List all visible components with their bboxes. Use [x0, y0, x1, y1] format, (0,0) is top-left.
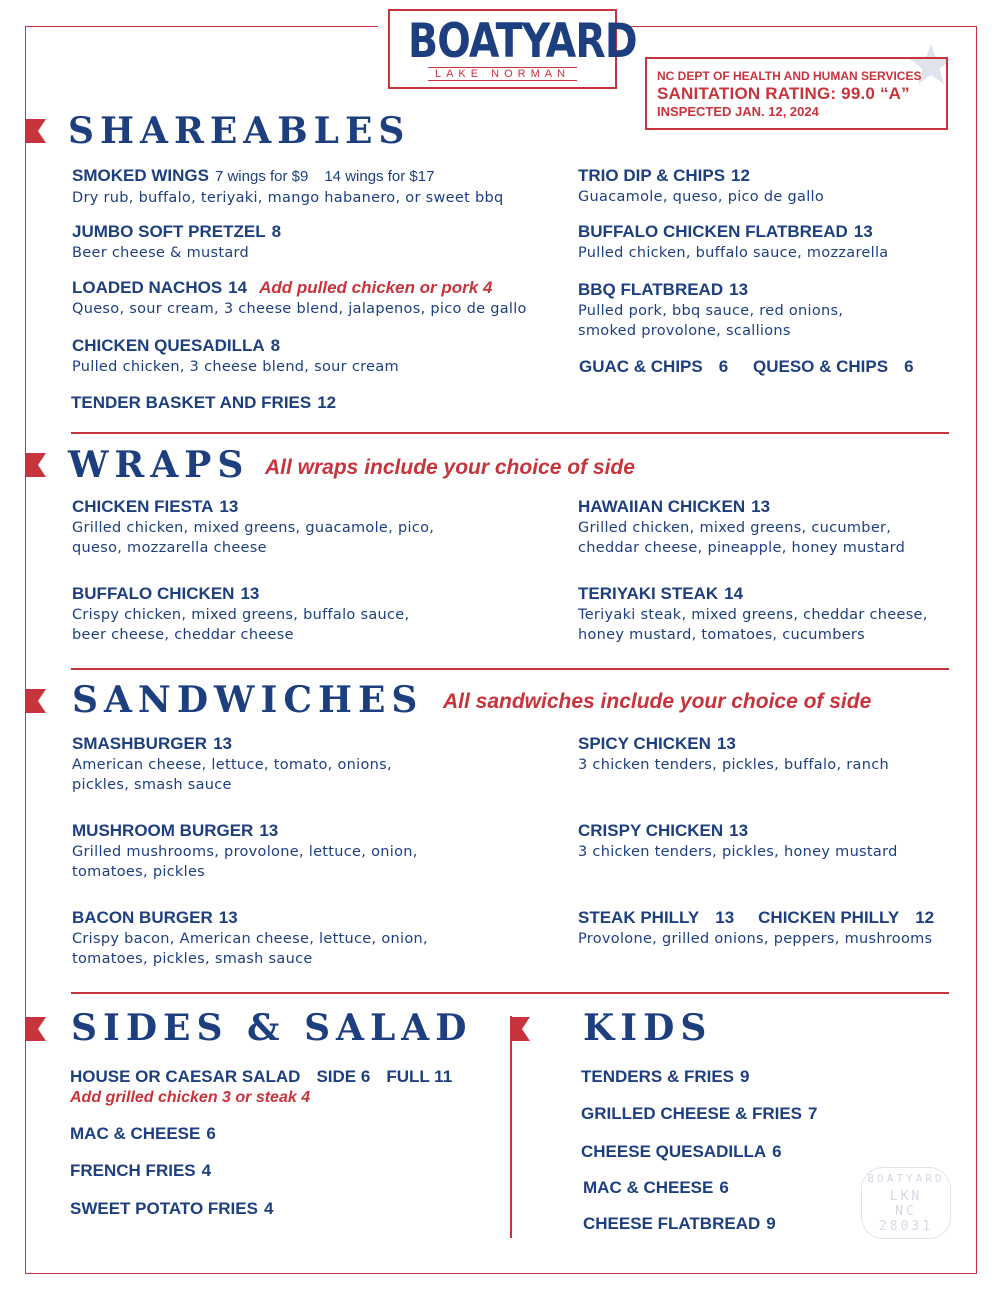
item-price: 13: [751, 497, 771, 516]
item-price: 6: [718, 357, 729, 376]
item-name: HAWAIIAN CHICKEN: [578, 497, 746, 516]
item-description: queso, mozzarella cheese: [72, 540, 267, 556]
section-divider: [71, 992, 949, 994]
menu-item-guac-chips: [579, 356, 728, 378]
item-price: 4: [201, 1161, 212, 1180]
item-price: 6: [904, 357, 914, 376]
menu-item-spicy-chicken: [578, 733, 889, 775]
item-price: 6: [719, 1178, 729, 1197]
item-price: 9: [740, 1067, 750, 1086]
item-name: SWEET POTATO FRIES: [70, 1199, 258, 1218]
menu-item-kids-grilled-cheese: [581, 1103, 818, 1125]
menu-item-buffalo-chicken-flatbread: [578, 221, 889, 263]
item-name: MUSHROOM BURGER: [72, 821, 254, 840]
item-price: 13: [729, 280, 749, 299]
item-price: 6: [206, 1124, 216, 1143]
menu-item-phillies: [578, 907, 934, 949]
item-name: TRIO DIP & CHIPS: [578, 166, 726, 185]
item-addon: Add pulled chicken or pork 4: [259, 278, 493, 297]
item-price: 9: [766, 1214, 776, 1233]
inspection-department: NC DEPT OF HEALTH AND HUMAN SERVICES: [657, 69, 922, 83]
sanitation-rating-box: [645, 57, 948, 130]
item-description: tomatoes, pickles, smash sauce: [72, 951, 313, 967]
menu-item-queso-chips: [753, 356, 914, 378]
section-divider: [71, 432, 949, 434]
item-description: Pulled pork, bbq sauce, red onions,: [578, 303, 844, 319]
item-price: 13: [729, 821, 749, 840]
item-name: STEAK PHILLY: [578, 908, 700, 927]
item-price: 12: [915, 908, 935, 927]
item-description: Grilled mushrooms, provolone, lettuce, onion,: [72, 844, 418, 860]
item-price: 12: [317, 393, 337, 412]
item-name: QUESO & CHIPS: [753, 357, 889, 376]
item-description: Guacamole, queso, pico de gallo: [578, 189, 825, 205]
item-description: pickles, smash sauce: [72, 777, 232, 793]
menu-item-french-fries: [70, 1160, 211, 1182]
menu-item-kids-mac-cheese: [583, 1177, 729, 1199]
item-name: HOUSE OR CAESAR SALAD: [70, 1067, 301, 1086]
menu-item-tender-basket: [71, 392, 336, 414]
menu-item-smashburger: [72, 733, 392, 795]
item-option: 14 wings for $17: [324, 168, 435, 185]
inspection-date: INSPECTED JAN. 12, 2024: [657, 104, 819, 119]
item-name: SMASHBURGER: [72, 734, 208, 753]
item-description: 3 chicken tenders, pickles, honey mustard: [578, 844, 898, 860]
item-name: TERIYAKI STEAK: [578, 584, 719, 603]
stamp-text: 28031: [878, 1219, 934, 1234]
item-description: Dry rub, buffalo, teriyaki, mango habanero, or sweet bbq: [72, 190, 504, 206]
item-description: 3 chicken tenders, pickles, buffalo, ranch: [578, 757, 889, 773]
menu-item-bbq-flatbread: [578, 279, 843, 341]
stamp-text: BOATYARD: [867, 1172, 945, 1185]
item-description: tomatoes, pickles: [72, 864, 206, 880]
item-name: CHICKEN FIESTA: [72, 497, 214, 516]
item-description: Grilled chicken, mixed greens, guacamole, pico,: [72, 520, 435, 536]
item-name: GRILLED CHEESE & FRIES: [581, 1104, 803, 1123]
menu-item-smoked-wings: [72, 165, 504, 208]
item-name: CHEESE FLATBREAD: [583, 1214, 761, 1233]
menu-item-kids-tenders: [581, 1066, 750, 1088]
item-name: CHICKEN PHILLY: [758, 908, 900, 927]
item-name: TENDERS & FRIES: [581, 1067, 735, 1086]
item-price: 6: [772, 1142, 782, 1161]
section-title-wraps: WRAPS: [68, 444, 250, 486]
menu-item-kids-quesadilla: [581, 1141, 782, 1163]
item-name: JUMBO SOFT PRETZEL: [72, 222, 266, 241]
menu-item-jumbo-soft-pretzel: [72, 221, 281, 263]
item-name: FRENCH FRIES: [70, 1161, 196, 1180]
item-description: Pulled chicken, 3 cheese blend, sour cream: [72, 359, 399, 375]
section-title-sides-salad: SIDES & SALAD: [71, 1007, 473, 1049]
item-price: 13: [240, 584, 260, 603]
section-note-sandwiches: All sandwiches include your choice of side: [443, 690, 872, 713]
menu-item-crispy-chicken: [578, 820, 898, 862]
menu-item-kids-flatbread: [583, 1213, 776, 1235]
item-description: Provolone, grilled onions, peppers, mushrooms: [578, 931, 933, 947]
stamp-text: NC: [895, 1204, 917, 1219]
item-price: 13: [715, 908, 735, 927]
menu-item-sweet-potato-fries: [70, 1198, 273, 1220]
section-title-shareables: SHAREABLES: [68, 110, 411, 152]
menu-item-buffalo-chicken-wrap: [72, 583, 409, 645]
menu-item-trio-dip: [578, 165, 824, 207]
item-name: BBQ FLATBREAD: [578, 280, 724, 299]
item-description: cheddar cheese, pineapple, honey mustard: [578, 540, 906, 556]
item-name: CHICKEN QUESADILLA: [72, 336, 265, 355]
item-description: beer cheese, cheddar cheese: [72, 627, 294, 643]
item-name: BUFFALO CHICKEN: [72, 584, 235, 603]
section-title-sandwiches: SANDWICHES: [72, 679, 424, 721]
item-price: 13: [218, 908, 238, 927]
item-description: smoked provolone, scallions: [578, 323, 791, 339]
item-name: MAC & CHEESE: [70, 1124, 201, 1143]
item-description: American cheese, lettuce, tomato, onions,: [72, 757, 392, 773]
item-price: 8: [270, 336, 281, 355]
item-price-side: SIDE 6: [316, 1067, 371, 1086]
item-price: 14: [228, 278, 248, 297]
item-name: MAC & CHEESE: [583, 1178, 714, 1197]
item-description: honey mustard, tomatoes, cucumbers: [578, 627, 866, 643]
section-title-kids: KIDS: [583, 1007, 713, 1049]
section-divider: [71, 668, 949, 670]
menu-item-chicken-quesadilla: [72, 335, 399, 377]
sanitation-rating: SANITATION RATING: 99.0 “A”: [657, 84, 910, 103]
boatyard-stamp: [861, 1167, 951, 1239]
stamp-text: LKN: [889, 1189, 923, 1204]
flag-pole: [510, 1016, 512, 1238]
item-description: Pulled chicken, buffalo sauce, mozzarella: [578, 245, 889, 261]
item-name: LOADED NACHOS: [72, 278, 223, 297]
item-price: 14: [724, 584, 744, 603]
item-description: Queso, sour cream, 3 cheese blend, jalapenos, pico de gallo: [72, 301, 527, 317]
menu-item-mushroom-burger: [72, 820, 418, 882]
item-price: 13: [716, 734, 736, 753]
item-name: BUFFALO CHICKEN FLATBREAD: [578, 222, 848, 241]
item-price: 8: [271, 222, 282, 241]
item-description: Grilled chicken, mixed greens, cucumber,: [578, 520, 892, 536]
item-price: 4: [263, 1199, 274, 1218]
item-name: GUAC & CHIPS: [579, 357, 703, 376]
item-description: Crispy chicken, mixed greens, buffalo sauce,: [72, 607, 410, 623]
item-price: 7: [808, 1104, 818, 1123]
item-name: CHEESE QUESADILLA: [581, 1142, 767, 1161]
item-price-full: FULL 11: [386, 1067, 453, 1086]
menu-item-teriyaki-steak: [578, 583, 928, 645]
menu-item-loaded-nachos: [72, 277, 527, 319]
menu-item-chicken-fiesta: [72, 496, 434, 558]
boatyard-logo: [388, 9, 637, 89]
item-description: Beer cheese & mustard: [72, 245, 250, 261]
item-description: Teriyaki steak, mixed greens, cheddar cheese,: [578, 607, 928, 623]
item-price: 12: [731, 166, 750, 185]
menu-item-bacon-burger: [72, 907, 428, 969]
menu-item-hawaiian-chicken: [578, 496, 905, 558]
item-name: TENDER BASKET AND FRIES: [71, 393, 312, 412]
item-name: CRISPY CHICKEN: [578, 821, 724, 840]
item-price: 13: [259, 821, 279, 840]
item-name: SMOKED WINGS: [72, 166, 209, 185]
item-price: 13: [219, 497, 239, 516]
item-option: 7 wings for $9: [214, 168, 309, 185]
item-addon: Add grilled chicken 3 or steak 4: [70, 1089, 311, 1106]
menu-item-mac-cheese-side: [70, 1123, 216, 1145]
logo-location: LAKE NORMAN: [428, 67, 577, 81]
item-name: SPICY CHICKEN: [578, 734, 711, 753]
item-price: 13: [213, 734, 232, 753]
logo-name: BOATYARD: [408, 14, 637, 69]
section-note-wraps: All wraps include your choice of side: [265, 456, 635, 479]
item-name: BACON BURGER: [72, 908, 213, 927]
item-price: 13: [853, 222, 873, 241]
item-description: Crispy bacon, American cheese, lettuce, onion,: [72, 931, 428, 947]
menu-item-salad: [70, 1066, 452, 1108]
